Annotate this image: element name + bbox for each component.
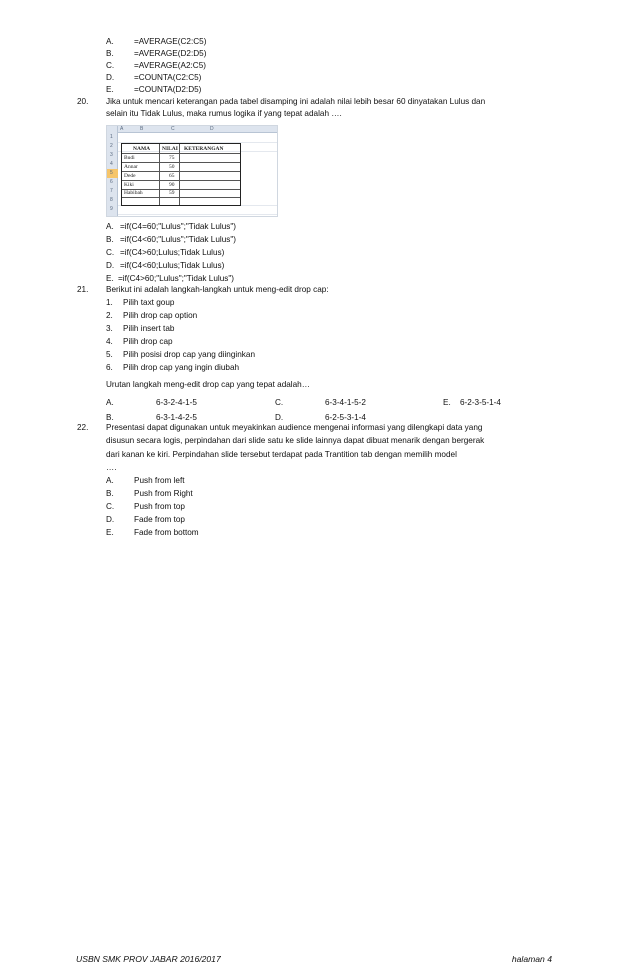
cell-nilai-4: 90	[169, 182, 175, 188]
q22-option-d: D. Fade from top	[106, 515, 185, 524]
q22-line-2: disusun secara logis, perpindahan dari slide satu ke slide lainnya dapat dibuat menarik dengan bergerak	[106, 436, 485, 446]
cell-nama-2: Annar	[124, 164, 138, 170]
cell-nama-3: Dede	[124, 173, 136, 179]
q22-line-3: dari kanan ke kiri. Perpindahan slide tersebut terdapat pada Trantition tab dengan memilih model	[106, 449, 457, 459]
q19-option-d: D. =COUNTA(C2:C5)	[106, 73, 202, 82]
spreadsheet-image	[106, 125, 278, 217]
row-number-3: 3	[110, 152, 113, 158]
q21-option-a: A. 6-3-2-4-1-5	[106, 398, 197, 407]
q20-option-b: B. =if(C4<60;"Lulus";"Tidak Lulus")	[106, 235, 236, 244]
cell-nilai-3: 65	[169, 173, 175, 179]
cell-nama-1: Budi	[124, 155, 135, 161]
q21-question: Urutan langkah meng-edit drop cap yang tepat adalah…	[106, 380, 310, 389]
col-letter-b: B	[140, 126, 144, 132]
q19-option-e: E. =COUNTA(D2:D5)	[106, 85, 202, 94]
cell-nilai-5: 59	[169, 190, 175, 196]
row-number-2: 2	[110, 143, 113, 149]
q22-option-e: E. Fade from bottom	[106, 528, 199, 537]
footer-page-number: halaman 4	[511, 954, 552, 964]
q22-number: 22.	[77, 423, 89, 432]
cell-nama-4: Kiki	[124, 182, 134, 188]
q20-number: 20.	[77, 97, 89, 106]
row-number-8: 8	[110, 197, 113, 203]
col-letter-a: A	[120, 126, 124, 132]
col-letter-c: C	[171, 126, 175, 132]
q22-line-4: ….	[106, 462, 117, 472]
row-number-4: 4	[110, 161, 113, 167]
header-nama: NAMA	[133, 146, 151, 152]
q21-step-6: 6. Pilih drop cap yang ingin diubah	[106, 363, 240, 372]
cell-nilai-1: 75	[169, 155, 175, 161]
q20-option-a: A. =if(C4=60;"Lulus";"Tidak Lulus")	[106, 222, 236, 231]
header-nilai: NILAI	[162, 146, 178, 152]
q21-step-2: 2. Pilih drop cap option	[106, 311, 198, 320]
q20-text	[106, 97, 551, 120]
q21-step-1: 1. Pilih taxt goup	[106, 298, 175, 307]
column-header-bar	[107, 126, 277, 133]
q21-option-c: C. 6-3-4-1-5-2	[275, 398, 366, 407]
q21-step-4: 4. Pilih drop cap	[106, 337, 173, 346]
q20-line-1: Jika untuk mencari keterangan pada tabel disamping ini adalah nilai lebih besar 60 dinyatakan Lulus dan	[106, 97, 486, 106]
row-number-7: 7	[110, 188, 113, 194]
q22-line-1: Presentasi dapat digunakan untuk meyakinkan audience mengenai informasi yang dilengkapi data yang	[106, 423, 483, 432]
col-letter-d: D	[210, 126, 214, 132]
header-keterangan: KETERANGAN	[184, 146, 224, 152]
row-number-1: 1	[110, 134, 113, 140]
row-number-9: 9	[110, 206, 113, 212]
q21-intro: Berikut ini adalah langkah-langkah untuk meng-edit drop cap:	[106, 285, 329, 294]
q19-option-b: B. =AVERAGE(D2:D5)	[106, 49, 207, 58]
data-table	[121, 143, 241, 206]
q21-step-5: 5. Pilih posisi drop cap yang diinginkan	[106, 350, 255, 359]
q22-text	[106, 423, 551, 473]
q21-option-d: D. 6-2-5-3-1-4	[275, 413, 366, 422]
q20-option-c: C. =if(C4>60;Lulus;Tidak Lulus)	[106, 248, 225, 257]
row-number-5: 5	[110, 170, 113, 176]
q20-option-e: E. =if(C4>60;"Lulus";"Tidak Lulus")	[106, 274, 234, 283]
row-number-6: 6	[110, 179, 113, 185]
q22-option-a: A. Push from left	[106, 476, 185, 485]
q20-option-d: D. =if(C4<60;Lulus;Tidak Lulus)	[106, 261, 225, 270]
q20-line-2: selain itu Tidak Lulus, maka rumus logika if yang tepat adalah ….	[106, 109, 342, 119]
cell-nilai-2: 50	[169, 164, 175, 170]
footer-left: USBN SMK PROV JABAR 2016/2017	[76, 954, 221, 964]
q21-option-b: B. 6-3-1-4-2-5	[106, 413, 197, 422]
q19-option-c: C. =AVERAGE(A2:C5)	[106, 61, 206, 70]
q21-number: 21.	[77, 285, 89, 294]
q22-option-b: B. Push from Right	[106, 489, 193, 498]
cell-nama-5: Habibah	[124, 190, 143, 196]
q21-option-e: E. 6-2-3-5-1-4	[443, 398, 501, 407]
q22-option-c: C. Push from top	[106, 502, 185, 511]
q21-step-3: 3. Pilih insert tab	[106, 324, 175, 333]
q19-option-a: A. =AVERAGE(C2:C5)	[106, 37, 207, 46]
